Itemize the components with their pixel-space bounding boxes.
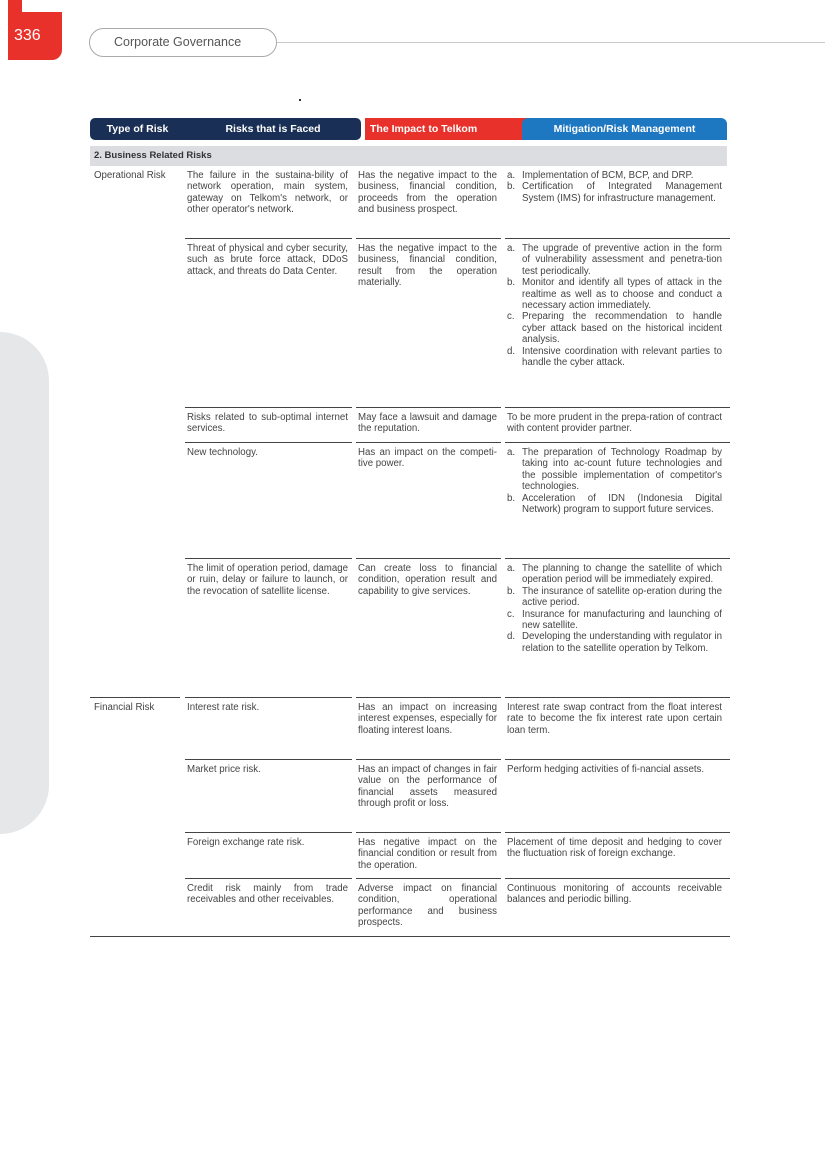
risk-table <box>90 118 730 938</box>
item-text: The preparation of Technology Roadmap by taking into ac-count future technologies and the possible implementation of competitor's technologies. <box>522 447 722 493</box>
item-text: Preparing the recommendation to handle cyber attack based on the historical incident analysis. <box>522 311 722 346</box>
risk-faced: Threat of physical and cyber security, such as brute force attack, DDoS attack, and threats do Data Center. <box>187 243 348 277</box>
risk-impact: May face a lawsuit and damage the reputation. <box>358 412 497 435</box>
side-decoration <box>0 332 49 834</box>
item-letter: c. <box>507 608 515 620</box>
risk-type: Operational Risk <box>94 170 166 181</box>
table-bottom-rule <box>90 936 730 937</box>
item-letter: a. <box>507 243 516 254</box>
item-text: Monitor and identify all types of attack in the realtime as well as to choose and conduct a necessary action immediately. <box>522 277 722 312</box>
item-letter: d. <box>507 631 516 643</box>
risk-mitigation <box>507 243 722 368</box>
risk-faced: New technology. <box>187 447 258 458</box>
mitigation-item <box>507 447 722 493</box>
table-row <box>90 879 730 938</box>
item-text: Intensive coordination with relevant parties to handle the cyber attack. <box>522 345 722 369</box>
mitigation-item <box>507 311 722 345</box>
table-row <box>90 559 730 698</box>
item-text: Developing the understanding with regulator in relation to the satellite operation by Telkom. <box>522 631 722 654</box>
section-title: Corporate Governance <box>89 28 277 57</box>
table-row <box>90 833 730 879</box>
item-letter: d. <box>507 345 516 357</box>
item-letter: b. <box>507 181 516 193</box>
risk-faced: Interest rate risk. <box>187 702 260 713</box>
stray-mark <box>299 99 301 101</box>
item-letter: a. <box>507 563 516 574</box>
risk-faced: The failure in the sustaina-bility of network operation, main system, gateway on Telkom's network, or other operator's network. <box>187 170 348 216</box>
risk-mitigation: To be more prudent in the prepa-ration of contract with content provider partner. <box>507 412 722 435</box>
risk-impact: Adverse impact on financial condition, operational performance and business prospects. <box>358 883 497 929</box>
item-text: The insurance of satellite op-eration during the active period. <box>522 585 722 609</box>
mitigation-item <box>507 563 722 586</box>
risk-faced: Foreign exchange rate risk. <box>187 837 305 848</box>
risk-impact: Can create loss to financial condition, operation result and capability to give services. <box>358 563 497 597</box>
risk-impact: Has the negative impact to the business, financial condition, proceeds from the operation and business prospect. <box>358 170 497 216</box>
mitigation-item <box>507 181 722 204</box>
table-row <box>90 408 730 443</box>
risk-mitigation <box>507 447 722 515</box>
risk-impact: Has an impact of changes in fair value on the performance of financial assets measured through profit or loss. <box>358 764 497 810</box>
table-header <box>90 118 730 140</box>
table-row <box>90 698 730 760</box>
risk-impact: Has an impact on the competi-tive power. <box>358 447 497 470</box>
mitigation-item <box>507 586 722 609</box>
risk-faced: Risks related to sub-optimal internet services. <box>187 412 348 435</box>
item-text: Implementation of BCM, BCP, and DRP. <box>522 170 694 181</box>
risk-faced: The limit of operation period, damage or ruin, delay or failure to launch, or the revocation of satellite license. <box>187 563 348 597</box>
column-header-type: Type of Risk <box>90 118 185 140</box>
column-header-impact: The Impact to Telkom <box>365 118 527 140</box>
risk-mitigation: Interest rate swap contract from the float interest rate to become the fix interest rate upon certain loan term. <box>507 702 722 736</box>
risk-mitigation <box>507 170 722 204</box>
mitigation-item <box>507 170 722 181</box>
table-row <box>90 760 730 833</box>
item-text: The upgrade of preventive action in the form of vulnerability assessment and penetra-tion test periodically. <box>522 243 722 277</box>
table-row <box>90 166 730 239</box>
risk-impact: Has the negative impact to the business, financial condition, result from the operation materially. <box>358 243 497 289</box>
item-letter: b. <box>507 277 516 289</box>
item-letter: a. <box>507 170 516 181</box>
mitigation-item <box>507 243 722 277</box>
mitigation-item <box>507 346 722 369</box>
risk-type: Financial Risk <box>94 702 155 713</box>
header-divider <box>277 42 825 43</box>
mitigation-item <box>507 277 722 311</box>
risk-impact: Has negative impact on the financial condition or result from the operation. <box>358 837 497 871</box>
table-row <box>90 443 730 559</box>
item-text: Certification of Integrated Management System (IMS) for infrastructure management. <box>522 181 722 204</box>
column-header-faced: Risks that is Faced <box>185 118 361 140</box>
item-text: The planning to change the satellite of which operation period will be immediately expired. <box>522 563 722 586</box>
mitigation-item <box>507 609 722 632</box>
risk-faced: Credit risk mainly from trade receivables and other receivables. <box>187 883 348 906</box>
category-heading: 2. Business Related Risks <box>90 146 727 166</box>
item-letter: a. <box>507 447 516 458</box>
item-letter: c. <box>507 311 515 323</box>
risk-mitigation: Perform hedging activities of fi-nancial assets. <box>507 764 705 775</box>
mitigation-item <box>507 493 722 516</box>
item-text: Acceleration of IDN (Indonesia Digital Network) program to support future services. <box>522 492 722 516</box>
risk-mitigation: Placement of time deposit and hedging to cover the fluctuation risk of foreign exchange. <box>507 837 722 860</box>
column-header-mitigation: Mitigation/Risk Management <box>522 118 727 140</box>
risk-impact: Has an impact on increasing interest expenses, especially for floating interest loans. <box>358 702 497 736</box>
mitigation-item <box>507 631 722 654</box>
risk-mitigation <box>507 563 722 654</box>
item-letter: b. <box>507 585 516 597</box>
page-number: 336 <box>8 12 62 60</box>
item-letter: b. <box>507 492 516 504</box>
item-text: Insurance for manufacturing and launching of new satellite. <box>522 608 722 632</box>
risk-mitigation: Continuous monitoring of accounts receivable balances and periodic billing. <box>507 883 722 906</box>
table-body <box>90 166 730 938</box>
table-row <box>90 239 730 408</box>
risk-faced: Market price risk. <box>187 764 261 775</box>
